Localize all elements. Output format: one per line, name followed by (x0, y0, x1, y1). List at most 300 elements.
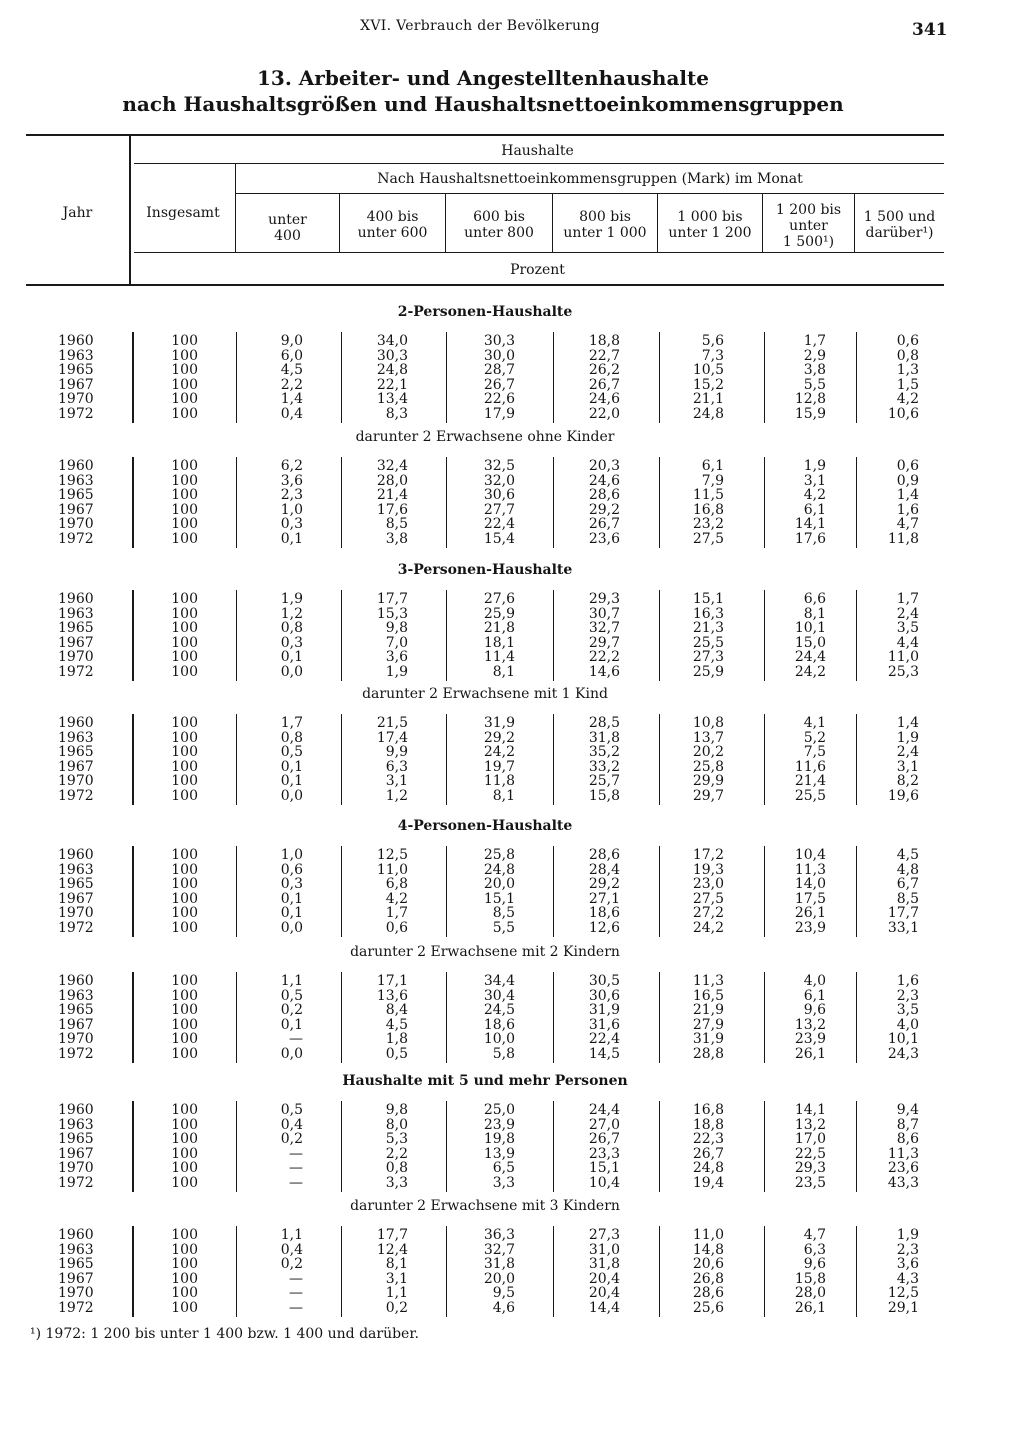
value-cell: 24,6 (588, 391, 620, 407)
insgesamt-cell: 100 (171, 347, 198, 364)
header-col-line: 400 (274, 228, 301, 244)
value-cell: 9,0 (280, 333, 303, 349)
value-cell: 8,1 (492, 787, 515, 804)
value-cell: 6,3 (385, 758, 408, 775)
insgesamt-cell: 100 (171, 1002, 198, 1018)
value-cell: 2,2 (280, 376, 303, 393)
header-jahr: Jahr (62, 205, 93, 221)
value-cell: 29,7 (692, 787, 724, 804)
insgesamt-cell: 100 (171, 391, 198, 407)
value-cell: 4,5 (896, 847, 919, 863)
value-cell: 17,6 (376, 501, 408, 518)
value-cell: 2,9 (803, 347, 826, 364)
value-cell: 0,4 (280, 1116, 303, 1133)
value-cell: 1,0 (280, 501, 303, 518)
value-cell: 2,3 (280, 487, 303, 503)
value-cell: 19,8 (483, 1131, 515, 1147)
value-cell: 31,6 (588, 1016, 620, 1033)
insgesamt-cell: 100 (171, 605, 198, 622)
value-cell: 9,9 (385, 744, 408, 760)
value-cell: 26,7 (483, 376, 515, 393)
year-cell: 1967 (58, 501, 94, 518)
insgesamt-cell: 100 (171, 787, 198, 804)
value-cell: 11,0 (376, 861, 408, 878)
value-cell: 3,5 (896, 1002, 919, 1018)
value-cell: 24,8 (692, 405, 724, 422)
insgesamt-cell: 100 (171, 1031, 198, 1047)
value-cell: 6,1 (803, 987, 826, 1004)
insgesamt-cell: 100 (171, 362, 198, 378)
value-cell: 17,1 (376, 973, 408, 989)
value-cell: 19,4 (692, 1174, 724, 1191)
value-cell: 32,5 (483, 458, 515, 474)
value-cell: 17,7 (376, 591, 408, 607)
value-cell: 6,7 (896, 876, 919, 892)
value-cell: 4,5 (280, 362, 303, 378)
value-cell: 29,2 (588, 501, 620, 518)
value-cell: 29,3 (588, 591, 620, 607)
insgesamt-cell: 100 (171, 1256, 198, 1272)
value-cell: 1,7 (280, 715, 303, 731)
year-cell: 1972 (58, 1045, 94, 1062)
year-cell: 1972 (58, 919, 94, 936)
value-cell: 14,0 (794, 876, 826, 892)
value-cell: 0,0 (280, 663, 303, 680)
year-cell: 1963 (58, 347, 94, 364)
value-cell: 8,5 (492, 905, 515, 921)
value-cell: 6,2 (280, 458, 303, 474)
value-cell: — (289, 1145, 303, 1162)
value-cell: 13,2 (794, 1116, 826, 1133)
value-cell: 24,5 (483, 1002, 515, 1018)
rule-top (26, 134, 944, 136)
value-cell: 18,8 (692, 1116, 724, 1133)
value-cell: 3,1 (896, 758, 919, 775)
value-cell: 4,1 (803, 715, 826, 731)
value-cell: 6,8 (385, 876, 408, 892)
value-cell: 25,8 (692, 758, 724, 775)
value-cell: 26,1 (794, 1299, 826, 1316)
insgesamt-cell: 100 (171, 634, 198, 651)
value-cell: 35,2 (588, 744, 620, 760)
value-cell: 27,5 (692, 530, 724, 547)
value-cell: 28,0 (376, 472, 408, 489)
value-cell: — (289, 1160, 303, 1176)
header-col-line: 400 bis (366, 209, 419, 225)
value-cell: 24,2 (794, 663, 826, 680)
section-title: Haushalte mit 5 und mehr Personen (342, 1073, 628, 1089)
value-cell: 6,1 (701, 458, 724, 474)
value-cell: 27,3 (692, 649, 724, 665)
value-cell: 0,3 (280, 876, 303, 892)
value-cell: 21,1 (692, 391, 724, 407)
value-cell: 0,5 (385, 1045, 408, 1062)
value-cell: 20,0 (483, 1270, 515, 1287)
value-cell: 1,9 (896, 729, 919, 746)
value-cell: 1,4 (896, 715, 919, 731)
value-cell: 5,5 (803, 376, 826, 393)
value-cell: 11,8 (483, 773, 515, 789)
value-cell: 11,3 (692, 973, 724, 989)
year-cell: 1960 (58, 847, 94, 863)
insgesamt-cell: 100 (171, 861, 198, 878)
value-cell: 1,3 (896, 362, 919, 378)
value-cell: 3,6 (385, 649, 408, 665)
value-cell: 36,3 (483, 1227, 515, 1243)
value-cell: 22,7 (588, 347, 620, 364)
value-cell: 0,8 (896, 347, 919, 364)
value-cell: 22,0 (588, 405, 620, 422)
value-cell: 4,3 (896, 1270, 919, 1287)
value-cell: 14,1 (794, 516, 826, 532)
value-cell: 31,8 (588, 1256, 620, 1272)
value-cell: 15,0 (794, 634, 826, 651)
value-cell: 0,9 (896, 472, 919, 489)
value-cell: 16,8 (692, 501, 724, 518)
value-cell: — (289, 1270, 303, 1287)
value-cell: 0,1 (280, 773, 303, 789)
header-haushalte: Haushalte (501, 143, 574, 159)
value-cell: 14,5 (588, 1045, 620, 1062)
year-cell: 1963 (58, 987, 94, 1004)
value-cell: 15,8 (588, 787, 620, 804)
value-cell: 5,3 (385, 1131, 408, 1147)
insgesamt-cell: 100 (171, 1116, 198, 1133)
insgesamt-cell: 100 (171, 1241, 198, 1258)
value-cell: 8,1 (492, 663, 515, 680)
insgesamt-cell: 100 (171, 649, 198, 665)
year-cell: 1967 (58, 634, 94, 651)
rule-under-columns (134, 252, 944, 253)
header-col-line: unter (268, 212, 307, 228)
value-cell: 8,5 (385, 516, 408, 532)
value-cell: 24,4 (794, 649, 826, 665)
value-cell: 27,0 (588, 1116, 620, 1133)
value-cell: 28,4 (588, 861, 620, 878)
value-cell: 11,3 (794, 861, 826, 878)
header-col-800-1000 (553, 209, 657, 241)
year-cell: 1965 (58, 744, 94, 760)
insgesamt-cell: 100 (171, 516, 198, 532)
header-col-400-600 (340, 209, 445, 241)
value-cell: 1,1 (385, 1285, 408, 1301)
value-cell: 26,8 (692, 1270, 724, 1287)
value-cell: 30,7 (588, 605, 620, 622)
column-separator (132, 590, 134, 681)
year-cell: 1970 (58, 905, 94, 921)
value-cell: 11,0 (887, 649, 919, 665)
section-title: darunter 2 Erwachsene mit 2 Kindern (350, 944, 620, 960)
value-cell: 0,5 (280, 987, 303, 1004)
value-cell: 27,9 (692, 1016, 724, 1033)
value-cell: 0,6 (280, 861, 303, 878)
value-cell: 8,7 (896, 1116, 919, 1133)
insgesamt-cell: 100 (171, 729, 198, 746)
header-col-line: unter 600 (357, 225, 428, 241)
value-cell: 27,5 (692, 890, 724, 907)
value-cell: 16,8 (692, 1102, 724, 1118)
value-cell: 25,7 (588, 773, 620, 789)
insgesamt-cell: 100 (171, 487, 198, 503)
value-cell: 30,3 (376, 347, 408, 364)
value-cell: 1,6 (896, 973, 919, 989)
value-cell: 3,8 (803, 362, 826, 378)
value-cell: 14,6 (588, 663, 620, 680)
year-cell: 1972 (58, 1174, 94, 1191)
value-cell: 13,7 (692, 729, 724, 746)
value-cell: 1,5 (896, 376, 919, 393)
value-cell: 13,6 (376, 987, 408, 1004)
value-cell: 15,1 (692, 591, 724, 607)
value-cell: 10,4 (794, 847, 826, 863)
value-cell: 24,2 (483, 744, 515, 760)
value-cell: 4,7 (896, 516, 919, 532)
value-cell: 18,6 (483, 1016, 515, 1033)
insgesamt-cell: 100 (171, 1227, 198, 1243)
value-cell: 3,1 (803, 472, 826, 489)
year-cell: 1965 (58, 620, 94, 636)
footnote: ¹) 1972: 1 200 bis unter 1 400 bzw. 1 400 und darüber. (30, 1326, 419, 1342)
value-cell: 24,4 (588, 1102, 620, 1118)
value-cell: 31,9 (483, 715, 515, 731)
year-cell: 1967 (58, 1270, 94, 1287)
value-cell: 4,2 (803, 487, 826, 503)
value-cell: 5,2 (803, 729, 826, 746)
value-cell: 13,4 (376, 391, 408, 407)
value-cell: 0,0 (280, 787, 303, 804)
value-cell: — (289, 1299, 303, 1316)
value-cell: 25,0 (483, 1102, 515, 1118)
value-cell: 8,2 (896, 773, 919, 789)
value-cell: 10,5 (692, 362, 724, 378)
column-separator (132, 846, 134, 937)
value-cell: 27,1 (588, 890, 620, 907)
section-title: 4-Personen-Haushalte (397, 818, 573, 834)
value-cell: 19,3 (692, 861, 724, 878)
value-cell: 30,0 (483, 347, 515, 364)
value-cell: 0,1 (280, 1016, 303, 1033)
value-cell: 0,8 (385, 1160, 408, 1176)
header-col-line: unter (789, 218, 828, 234)
year-cell: 1970 (58, 773, 94, 789)
value-cell: 24,6 (588, 472, 620, 489)
value-cell: 8,0 (385, 1116, 408, 1133)
value-cell: 26,7 (588, 1131, 620, 1147)
value-cell: 3,3 (385, 1174, 408, 1191)
value-cell: 15,1 (588, 1160, 620, 1176)
value-cell: 0,6 (896, 333, 919, 349)
value-cell: 0,1 (280, 649, 303, 665)
value-cell: 8,1 (385, 1256, 408, 1272)
value-cell: 10,6 (887, 405, 919, 422)
value-cell: 17,2 (692, 847, 724, 863)
value-cell: 22,5 (794, 1145, 826, 1162)
value-cell: 1,9 (280, 591, 303, 607)
value-cell: 0,5 (280, 1102, 303, 1118)
value-cell: 20,4 (588, 1270, 620, 1287)
value-cell: 31,8 (588, 729, 620, 746)
year-cell: 1967 (58, 890, 94, 907)
value-cell: 0,0 (280, 1045, 303, 1062)
year-cell: 1970 (58, 649, 94, 665)
section-title: darunter 2 Erwachsene ohne Kinder (355, 429, 615, 445)
table-title-line2: nach Haushaltsgrößen und Haushaltsnettoeinkommensgruppen (122, 92, 844, 116)
insgesamt-cell: 100 (171, 890, 198, 907)
insgesamt-cell: 100 (171, 1145, 198, 1162)
value-cell: 22,4 (588, 1031, 620, 1047)
value-cell: 0,6 (385, 919, 408, 936)
value-cell: 21,3 (692, 620, 724, 636)
value-cell: 6,1 (803, 501, 826, 518)
year-cell: 1963 (58, 605, 94, 622)
value-cell: 1,8 (385, 1031, 408, 1047)
year-cell: 1960 (58, 973, 94, 989)
value-cell: 6,5 (492, 1160, 515, 1176)
insgesamt-cell: 100 (171, 663, 198, 680)
value-cell: 23,9 (794, 919, 826, 936)
value-cell: 0,0 (280, 919, 303, 936)
year-cell: 1972 (58, 405, 94, 422)
value-cell: 0,4 (280, 405, 303, 422)
value-cell: 12,5 (887, 1285, 919, 1301)
value-cell: 25,5 (794, 787, 826, 804)
value-cell: 23,6 (887, 1160, 919, 1176)
value-cell: 8,5 (896, 890, 919, 907)
value-cell: 21,8 (483, 620, 515, 636)
insgesamt-cell: 100 (171, 1160, 198, 1176)
value-cell: 27,7 (483, 501, 515, 518)
header-col-1000-1200 (658, 209, 762, 241)
header-col-line: unter 1 000 (563, 225, 647, 241)
value-cell: 17,9 (483, 405, 515, 422)
value-cell: 1,9 (896, 1227, 919, 1243)
value-cell: 6,0 (280, 347, 303, 364)
insgesamt-cell: 100 (171, 715, 198, 731)
value-cell: 22,1 (376, 376, 408, 393)
value-cell: 27,2 (692, 905, 724, 921)
value-cell: 17,6 (794, 530, 826, 547)
value-cell: 17,5 (794, 890, 826, 907)
value-cell: 14,1 (794, 1102, 826, 1118)
insgesamt-cell: 100 (171, 1299, 198, 1316)
year-cell: 1965 (58, 1256, 94, 1272)
value-cell: 25,8 (483, 847, 515, 863)
value-cell: 0,5 (280, 744, 303, 760)
value-cell: 23,0 (692, 876, 724, 892)
value-cell: 28,6 (588, 847, 620, 863)
value-cell: 32,4 (376, 458, 408, 474)
value-cell: 8,3 (385, 405, 408, 422)
value-cell: 2,3 (896, 1241, 919, 1258)
value-cell: 32,7 (588, 620, 620, 636)
value-cell: 20,6 (692, 1256, 724, 1272)
year-cell: 1972 (58, 787, 94, 804)
header-col-1500-darueber (855, 209, 944, 241)
insgesamt-cell: 100 (171, 472, 198, 489)
insgesamt-cell: 100 (171, 591, 198, 607)
value-cell: 24,8 (376, 362, 408, 378)
value-cell: 23,6 (588, 530, 620, 547)
value-cell: 0,8 (280, 620, 303, 636)
value-cell: 9,6 (803, 1002, 826, 1018)
value-cell: 1,7 (385, 905, 408, 921)
value-cell: 23,9 (794, 1031, 826, 1047)
value-cell: 29,3 (794, 1160, 826, 1176)
value-cell: 26,7 (692, 1145, 724, 1162)
value-cell: 23,9 (483, 1116, 515, 1133)
insgesamt-cell: 100 (171, 1174, 198, 1191)
year-cell: 1965 (58, 876, 94, 892)
header-col-line: 1 200 bis (775, 202, 842, 218)
value-cell: 8,6 (896, 1131, 919, 1147)
value-cell: 1,4 (896, 487, 919, 503)
header-prozent: Prozent (510, 262, 565, 278)
value-cell: 15,3 (376, 605, 408, 622)
value-cell: 16,5 (692, 987, 724, 1004)
value-cell: 20,4 (588, 1285, 620, 1301)
header-col-unter-400 (236, 212, 339, 244)
value-cell: 3,3 (492, 1174, 515, 1191)
value-cell: 4,8 (896, 861, 919, 878)
column-separator (132, 457, 134, 548)
value-cell: 3,1 (385, 773, 408, 789)
value-cell: 7,3 (701, 347, 724, 364)
insgesamt-cell: 100 (171, 501, 198, 518)
section-title: darunter 2 Erwachsene mit 1 Kind (362, 686, 608, 702)
value-cell: 29,2 (588, 876, 620, 892)
column-separator (132, 1226, 134, 1317)
header-col-line: unter 1 200 (668, 225, 752, 241)
value-cell: 26,2 (588, 362, 620, 378)
table-title-line1: 13. Arbeiter- und Angestelltenhaushalte (257, 66, 709, 90)
rule-under-nach (236, 193, 944, 194)
value-cell: 2,2 (385, 1145, 408, 1162)
insgesamt-cell: 100 (171, 876, 198, 892)
insgesamt-cell: 100 (171, 905, 198, 921)
value-cell: 5,8 (492, 1045, 515, 1062)
value-cell: 4,2 (385, 890, 408, 907)
value-cell: 28,5 (588, 715, 620, 731)
value-cell: 30,6 (588, 987, 620, 1004)
value-cell: 29,1 (887, 1299, 919, 1316)
year-cell: 1972 (58, 530, 94, 547)
insgesamt-cell: 100 (171, 333, 198, 349)
value-cell: 28,6 (588, 487, 620, 503)
value-cell: 0,2 (385, 1299, 408, 1316)
value-cell: 22,4 (483, 516, 515, 532)
header-col-line: 800 bis (579, 209, 631, 225)
header-insgesamt: Insgesamt (146, 205, 220, 221)
year-cell: 1960 (58, 1227, 94, 1243)
value-cell: 3,6 (896, 1256, 919, 1272)
value-cell: 21,5 (376, 715, 408, 731)
insgesamt-cell: 100 (171, 405, 198, 422)
value-cell: 32,0 (483, 472, 515, 489)
section-title: 3-Personen-Haushalte (397, 562, 573, 578)
insgesamt-cell: 100 (171, 773, 198, 789)
rule-under-haushalte (134, 163, 944, 164)
header-col-line: 1 000 bis (677, 209, 743, 225)
value-cell: 34,0 (376, 333, 408, 349)
value-cell: 4,7 (803, 1227, 826, 1243)
value-cell: 11,8 (887, 530, 919, 547)
value-cell: 10,0 (483, 1031, 515, 1047)
value-cell: 22,2 (588, 649, 620, 665)
value-cell: 25,5 (692, 634, 724, 651)
value-cell: 9,4 (896, 1102, 919, 1118)
value-cell: 11,6 (794, 758, 826, 775)
value-cell: 12,4 (376, 1241, 408, 1258)
